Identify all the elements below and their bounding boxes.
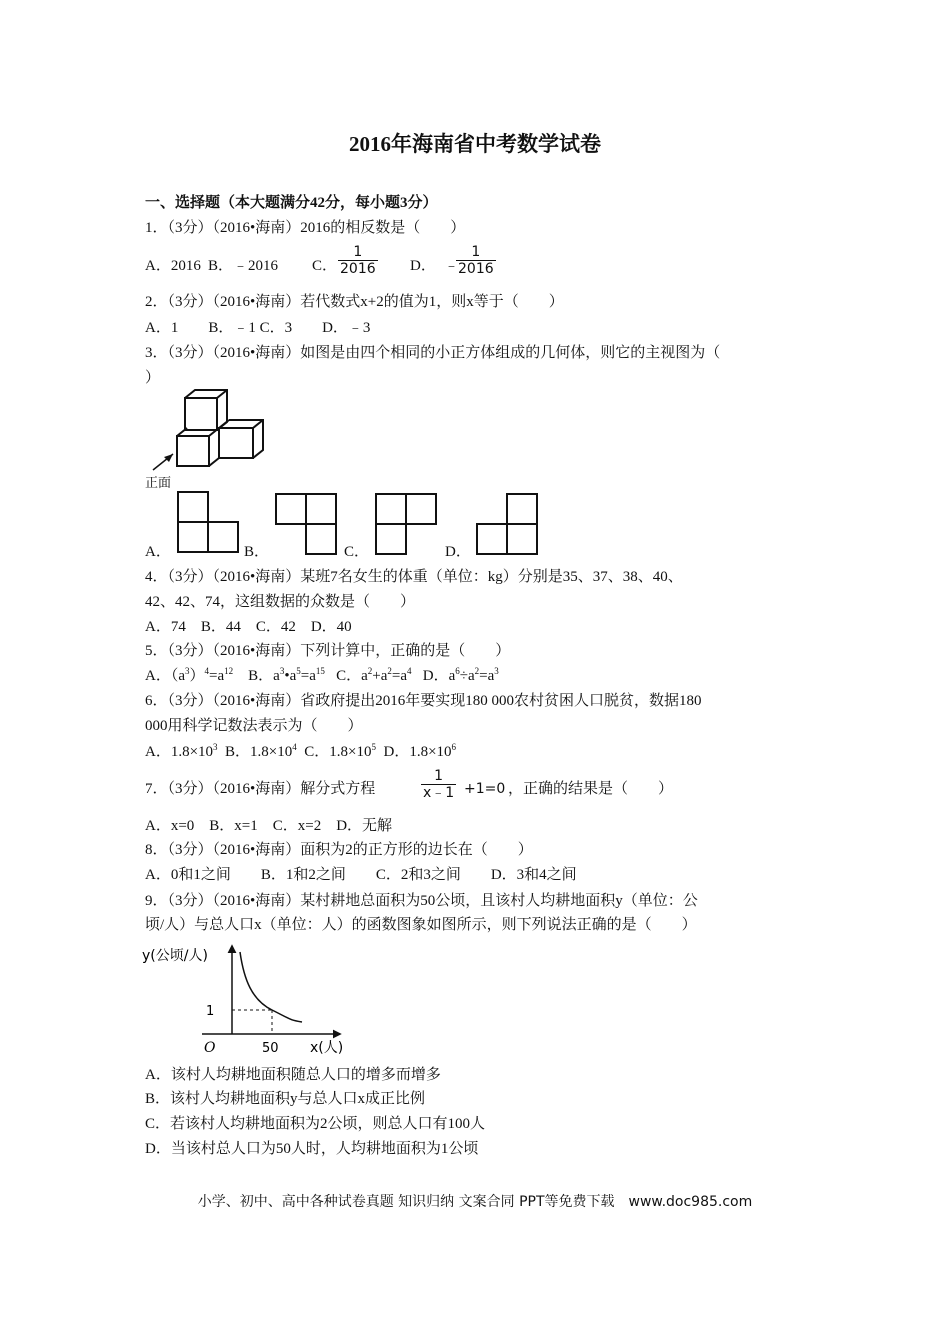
- q3-view-b: [275, 493, 339, 555]
- q1-fraction-d: $\frac{1}{2016}$: [458, 244, 494, 277]
- q3-option-b: B．: [244, 544, 270, 560]
- q1-option-b: B．﹣2016: [208, 258, 279, 274]
- q9-function-graph: [140, 940, 350, 1058]
- front-view-label: 正面: [145, 476, 172, 491]
- q6-stem: 6．（3分）（2016•海南）省政府提出2016年要实现180 000农村贫困人口脱贫，数据180: [145, 693, 702, 709]
- graph-xlabel: x(人): [310, 1040, 344, 1056]
- q3-option-c: C．: [344, 544, 370, 560]
- q3-option-d: D．: [445, 544, 471, 560]
- graph-ylabel: y(公顷/人): [142, 948, 208, 964]
- q1-stem: 1．（3分）（2016•海南）2016的相反数是（ ）: [145, 220, 466, 236]
- q9-option-d: D．当该村总人口为50人时，人均耕地面积为1公顷: [145, 1141, 479, 1157]
- q2-stem: 2．（3分）（2016•海南）若代数式x+2的值为1，则x等于（ ）: [145, 294, 564, 310]
- q7-options: A．x=0 B．x=1 C．x=2 D．无解: [145, 818, 393, 834]
- q9-option-a: A．该村人均耕地面积随总人口的增多而增多: [145, 1067, 441, 1083]
- q4-options: A．74 B．44 C．42 D．40: [145, 619, 352, 635]
- q3-view-c: [375, 493, 439, 555]
- q5-options: A．$(a^3)^4=a^{12}$ B．$a^3•a^5=a^{15}$ C．$a^2+a^2=a^4$ D．$a^6\div a^2=a^3$: [145, 666, 499, 684]
- q9-stem-cont: 顷/人）与总人口x（单位：人）的函数图象如图所示，则下列说法正确的是（ ）: [145, 917, 697, 933]
- q6-stem-cont: 000用科学记数法表示为（ ）: [145, 718, 363, 734]
- q9-option-c: C．若该村人均耕地面积为2公顷，则总人口有100人: [145, 1116, 486, 1132]
- q3-view-d: [476, 493, 540, 555]
- q1-option-c: C．: [312, 258, 338, 274]
- q8-options: A．0和1之间 B．1和2之间 C．2和3之间 D．3和4之间: [145, 867, 577, 883]
- page-title: 2016年海南省中考数学试卷: [349, 132, 601, 156]
- q7-stem-post: ，正确的结果是（ ）: [508, 781, 674, 797]
- q1-option-d: D．: [410, 258, 436, 274]
- q6-options: A．$1.8\times 10^3$ B．$1.8\times 10^4$ C．$1.8\times 10^5$ D．$1.8\times 10^6$: [145, 742, 457, 760]
- page-footer: 小学、初中、高中各种试卷真题 知识归纳 文案合同 PPT等免费下载 www.doc985.com: [197, 1194, 753, 1210]
- q5-stem: 5．（3分）（2016•海南）下列计算中，正确的是（ ）: [145, 643, 511, 659]
- q3-stem: 3．（3分）（2016•海南）如图是由四个相同的小正方体组成的几何体，则它的主视图为（: [145, 345, 721, 361]
- q8-stem: 8．（3分）（2016•海南）面积为2的正方形的边长在（ ）: [145, 842, 533, 858]
- graph-ytick: 1: [206, 1004, 215, 1019]
- q1-option-a: A．2016: [145, 258, 201, 274]
- q4-stem: 4．（3分）（2016•海南）某班7名女生的体重（单位：kg）分别是35、37、38、40、: [145, 569, 683, 585]
- q9-option-b: B．该村人均耕地面积y与总人口x成正比例: [145, 1091, 426, 1107]
- q7-fraction: $\frac{1}{x﹣1}$: [423, 768, 455, 801]
- q3-stem-cont: ）: [145, 370, 161, 386]
- graph-xtick: 50: [262, 1041, 279, 1056]
- q1-fraction-c: $\frac{1}{2016}$: [340, 244, 376, 277]
- q1-negative-sign: ﹣: [444, 258, 460, 274]
- q7-stem-mid: +1=0: [464, 781, 506, 797]
- q9-stem: 9．（3分）（2016•海南）某村耕地总面积为50公顷，且该村人均耕地面积y（单位：公: [145, 893, 698, 909]
- section-heading: 一、选择题（本大题满分42分，每小题3分）: [145, 195, 438, 211]
- q2-options: A．1 B．﹣1 C．3 D．﹣3: [145, 320, 371, 336]
- q3-option-a: A．: [145, 544, 171, 560]
- q7-stem-pre: 7．（3分）（2016•海南）解分式方程: [145, 781, 376, 797]
- q4-stem-cont: 42、42、74，这组数据的众数是（ ）: [145, 594, 416, 610]
- q3-view-a: [177, 491, 241, 553]
- curve: [240, 952, 302, 1022]
- graph-origin: O: [204, 1040, 216, 1056]
